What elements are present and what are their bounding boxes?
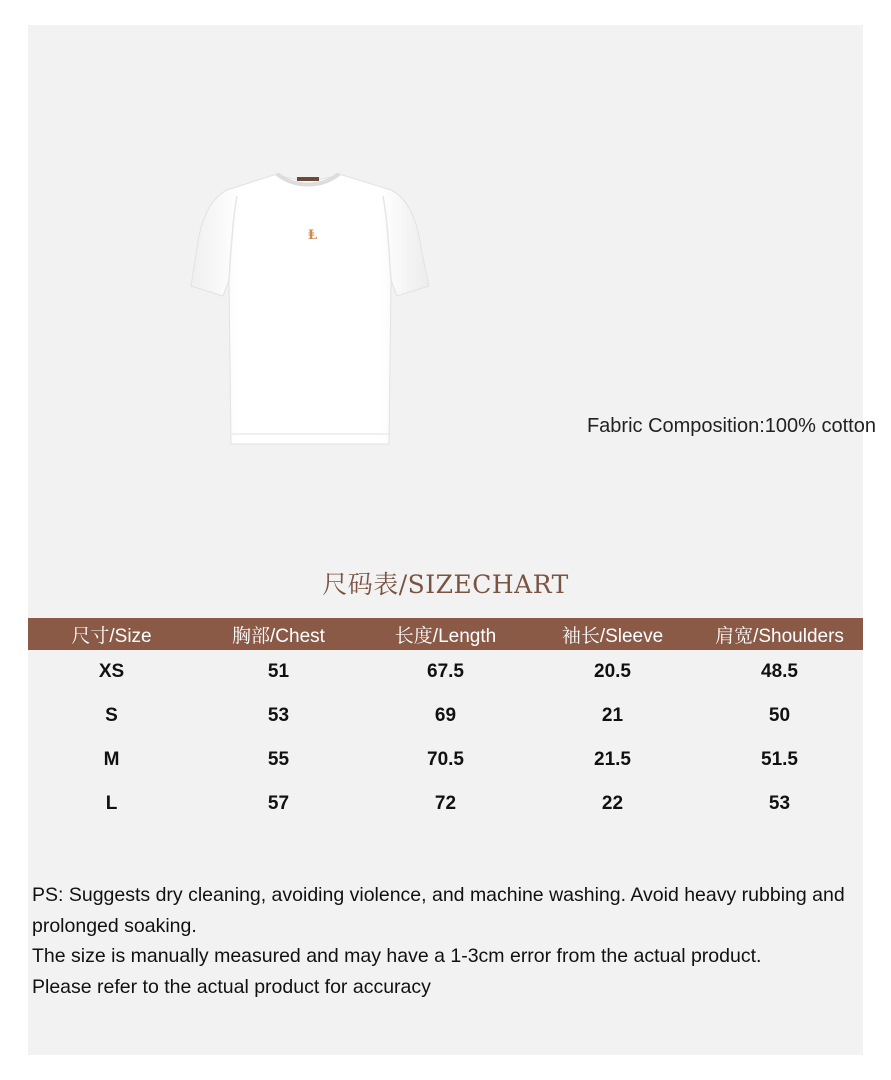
column-header-length: 长度/Length — [362, 618, 529, 650]
table-cell: XS — [98, 661, 125, 682]
column-header-chest: 胸部/Chest — [195, 618, 362, 650]
care-note: PS: Suggests dry cleaning, avoiding violence, and machine washing. Avoid heavy rubbing and prolonged soaking. — [32, 884, 845, 937]
care-notes — [32, 880, 860, 1002]
table-row — [28, 782, 863, 826]
table-row — [28, 694, 863, 738]
table-cell: 51.5 — [761, 749, 798, 770]
table-cell: 70.5 — [427, 749, 464, 770]
table-row — [28, 738, 863, 782]
table-cell: 67.5 — [427, 661, 464, 682]
table-cell: L — [105, 793, 118, 814]
table-cell: 21 — [601, 705, 624, 726]
reference-note: Please refer to the actual product for accuracy — [32, 975, 431, 998]
size-chart-title: 尺码表/SIZECHART — [322, 570, 569, 599]
column-header-shoulders: 肩宽/Shoulders — [696, 618, 863, 650]
table-cell: 20.5 — [594, 661, 631, 682]
fabric-composition: Fabric Composition:100% cotton — [586, 415, 876, 437]
table-cell: 50 — [768, 705, 791, 726]
table-cell: 72 — [434, 793, 457, 814]
table-cell: M — [103, 749, 120, 770]
table-cell: 21.5 — [594, 749, 631, 770]
table-cell: 57 — [267, 793, 290, 814]
column-header-sleeve: 袖长/Sleeve — [529, 618, 696, 650]
content-panel — [28, 25, 876, 1055]
monogram-logo-icon: Ⱡ — [308, 228, 318, 243]
size-accuracy-note: The size is manually measured and may have a 1-3cm error from the actual product. — [32, 945, 762, 967]
table-cell: S — [105, 705, 118, 726]
table-row — [28, 650, 863, 694]
table-cell: 48.5 — [761, 661, 798, 682]
table-cell: 69 — [434, 705, 457, 726]
white-tshirt-image — [185, 168, 431, 450]
size-chart-table — [28, 618, 863, 826]
table-cell: 53 — [267, 705, 290, 726]
table-cell: 55 — [267, 749, 290, 770]
table-cell: 22 — [601, 793, 624, 814]
table-header-row — [28, 618, 863, 650]
table-cell: 53 — [768, 793, 791, 814]
table-cell: 51 — [267, 661, 290, 682]
column-header-size: 尺寸/Size — [28, 618, 195, 650]
